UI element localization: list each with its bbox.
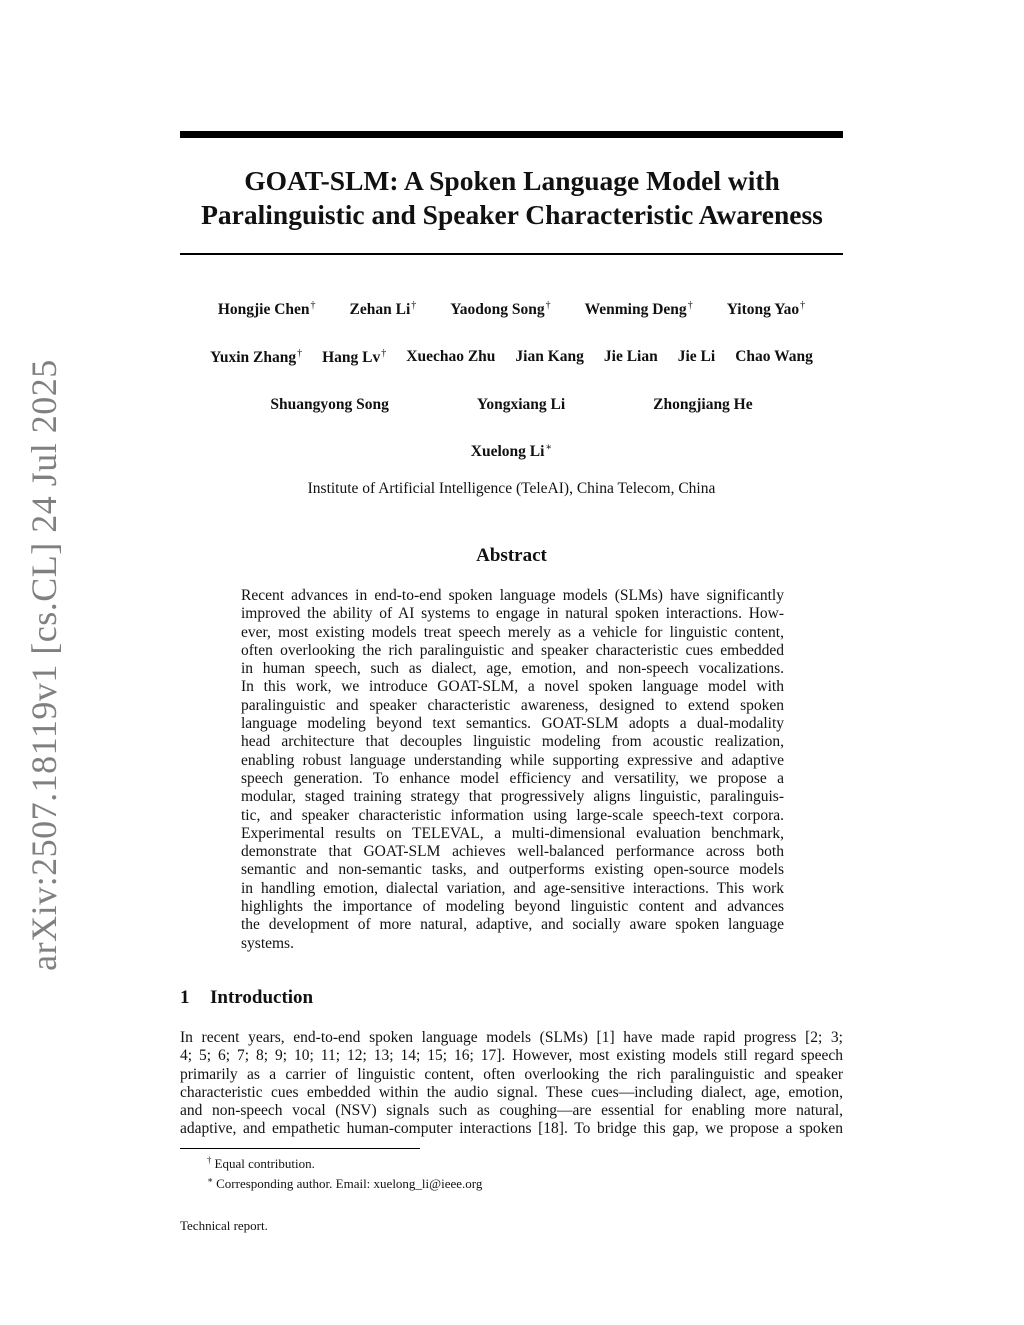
author-row: [180, 442, 843, 461]
title-bottom-rule: [180, 253, 843, 255]
author: Wenming Deng†: [584, 300, 693, 318]
author: Jie Li: [677, 348, 716, 365]
arxiv-side-stamp: arXiv:2507.18119v1 [cs.CL] 24 Jul 2025: [24, 359, 64, 971]
intro-line: primarily as a carrier of linguistic content, often overlooking the rich paralinguistic and speaker: [180, 1065, 843, 1083]
footer-note: Technical report.: [180, 1218, 268, 1233]
author: Zhongjiang He: [653, 396, 753, 413]
author-row: [180, 396, 843, 414]
author: Chao Wang: [735, 348, 813, 365]
abstract-line: enabling robust language understanding while supporting expressive and adaptive: [241, 751, 784, 769]
title-line: GOAT-SLM: A Spoken Language Model with: [244, 165, 780, 196]
section-heading-introduction: [180, 987, 313, 1009]
footnote-rule: [180, 1148, 420, 1149]
author: Xuechao Zhu: [406, 348, 496, 365]
abstract-line: language modeling beyond text semantics. GOAT-SLM adopts a dual-modality: [241, 715, 784, 733]
abstract-line: often overlooking the rich paralinguistic and speaker characteristic cues embedded: [241, 641, 784, 659]
introduction-body: [180, 1029, 843, 1139]
abstract-body: [241, 587, 784, 953]
paper-title: [160, 164, 864, 232]
abstract-line: tic, and speaker characteristic information using large-scale speech-text corpora.: [241, 806, 784, 824]
intro-line: adaptive, and empathetic human-computer interactions [18]. To bridge this gap, we propose a spoken: [180, 1120, 843, 1138]
author: Jie Lian: [603, 348, 658, 365]
intro-line: 4; 5; 6; 7; 8; 9; 10; 11; 12; 13; 14; 15; 16; 17]. However, most existing models still regard speech: [180, 1047, 843, 1065]
author: Hang Lv†: [322, 348, 387, 366]
author-row: [180, 348, 843, 367]
intro-line: In recent years, end-to-end spoken language models (SLMs) [1] have made rapid progress [2; 3;: [180, 1029, 843, 1046]
abstract-line: head architecture that decouples linguistic modeling from acoustic realization,: [241, 733, 784, 751]
abstract-line: systems.: [241, 934, 294, 952]
title-top-rule: [180, 131, 843, 138]
author: Hongjie Chen†: [217, 300, 316, 318]
author: Shuangyong Song: [270, 396, 389, 413]
abstract-line: semantic and non-semantic tasks, and outperforms existing open-source models: [241, 861, 784, 879]
intro-line: characteristic cues embedded within the audio signal. These cues—including dialect, age, emotion,: [180, 1083, 843, 1101]
abstract-line: In this work, we introduce GOAT-SLM, a novel spoken language model with: [241, 678, 784, 696]
author: Yuxin Zhang†: [210, 348, 303, 366]
intro-line: and non-speech vocal (NSV) signals such as coughing—are essential for enabling more natural,: [180, 1102, 843, 1120]
abstract-line: paralinguistic and speaker characteristic awareness, designed to extend spoken: [241, 696, 784, 714]
abstract-line: the development of more natural, adaptive, and socially aware spoken language: [241, 916, 784, 934]
footnote: † Equal contribution.: [207, 1155, 315, 1171]
corresponding-author: Xuelong Li∗: [470, 442, 553, 460]
abstract-line: highlights the importance of modeling beyond linguistic content and advances: [241, 898, 784, 916]
title-line: Paralinguistic and Speaker Characteristic Awareness: [201, 199, 823, 230]
abstract-line: Recent advances in end-to-end spoken language models (SLMs) have significantly: [241, 587, 784, 604]
affiliation: Institute of Artificial Intelligence (TeleAI), China Telecom, China: [307, 480, 716, 497]
abstract-line: improved the ability of AI systems to engage in natural spoken interactions. How-: [241, 605, 784, 623]
footnote: ∗ Corresponding author. Email: xuelong_li@ieee.org: [207, 1175, 483, 1191]
abstract-line: Experimental results on TELEVAL, a multi-dimensional evaluation benchmark,: [241, 824, 784, 842]
abstract-line: ever, most existing models treat speech merely as a vehicle for linguistic content,: [241, 623, 784, 641]
author: Yaodong Song†: [450, 300, 551, 318]
section-number: 1: [180, 987, 190, 1008]
author: Zehan Li†: [349, 300, 417, 318]
abstract-heading: Abstract: [476, 545, 547, 566]
abstract-line: modular, staged training strategy that progressively aligns linguistic, paralinguis-: [241, 788, 784, 806]
section-title: Introduction: [210, 987, 314, 1008]
abstract-line: in handling emotion, dialectal variation, and age-sensitive interactions. This work: [241, 879, 784, 897]
abstract-line: in human speech, such as dialect, age, emotion, and non-speech vocalizations.: [241, 660, 784, 678]
author: Yongxiang Li: [476, 396, 566, 413]
author-row: [180, 300, 843, 319]
abstract-line: speech generation. To enhance model efficiency and versatility, we propose a: [241, 769, 784, 787]
footnotes: [207, 1152, 482, 1192]
abstract-line: demonstrate that GOAT-SLM achieves well-balanced performance across both: [241, 843, 784, 861]
author: Yitong Yao†: [726, 300, 806, 318]
author: Jian Kang: [515, 348, 584, 365]
